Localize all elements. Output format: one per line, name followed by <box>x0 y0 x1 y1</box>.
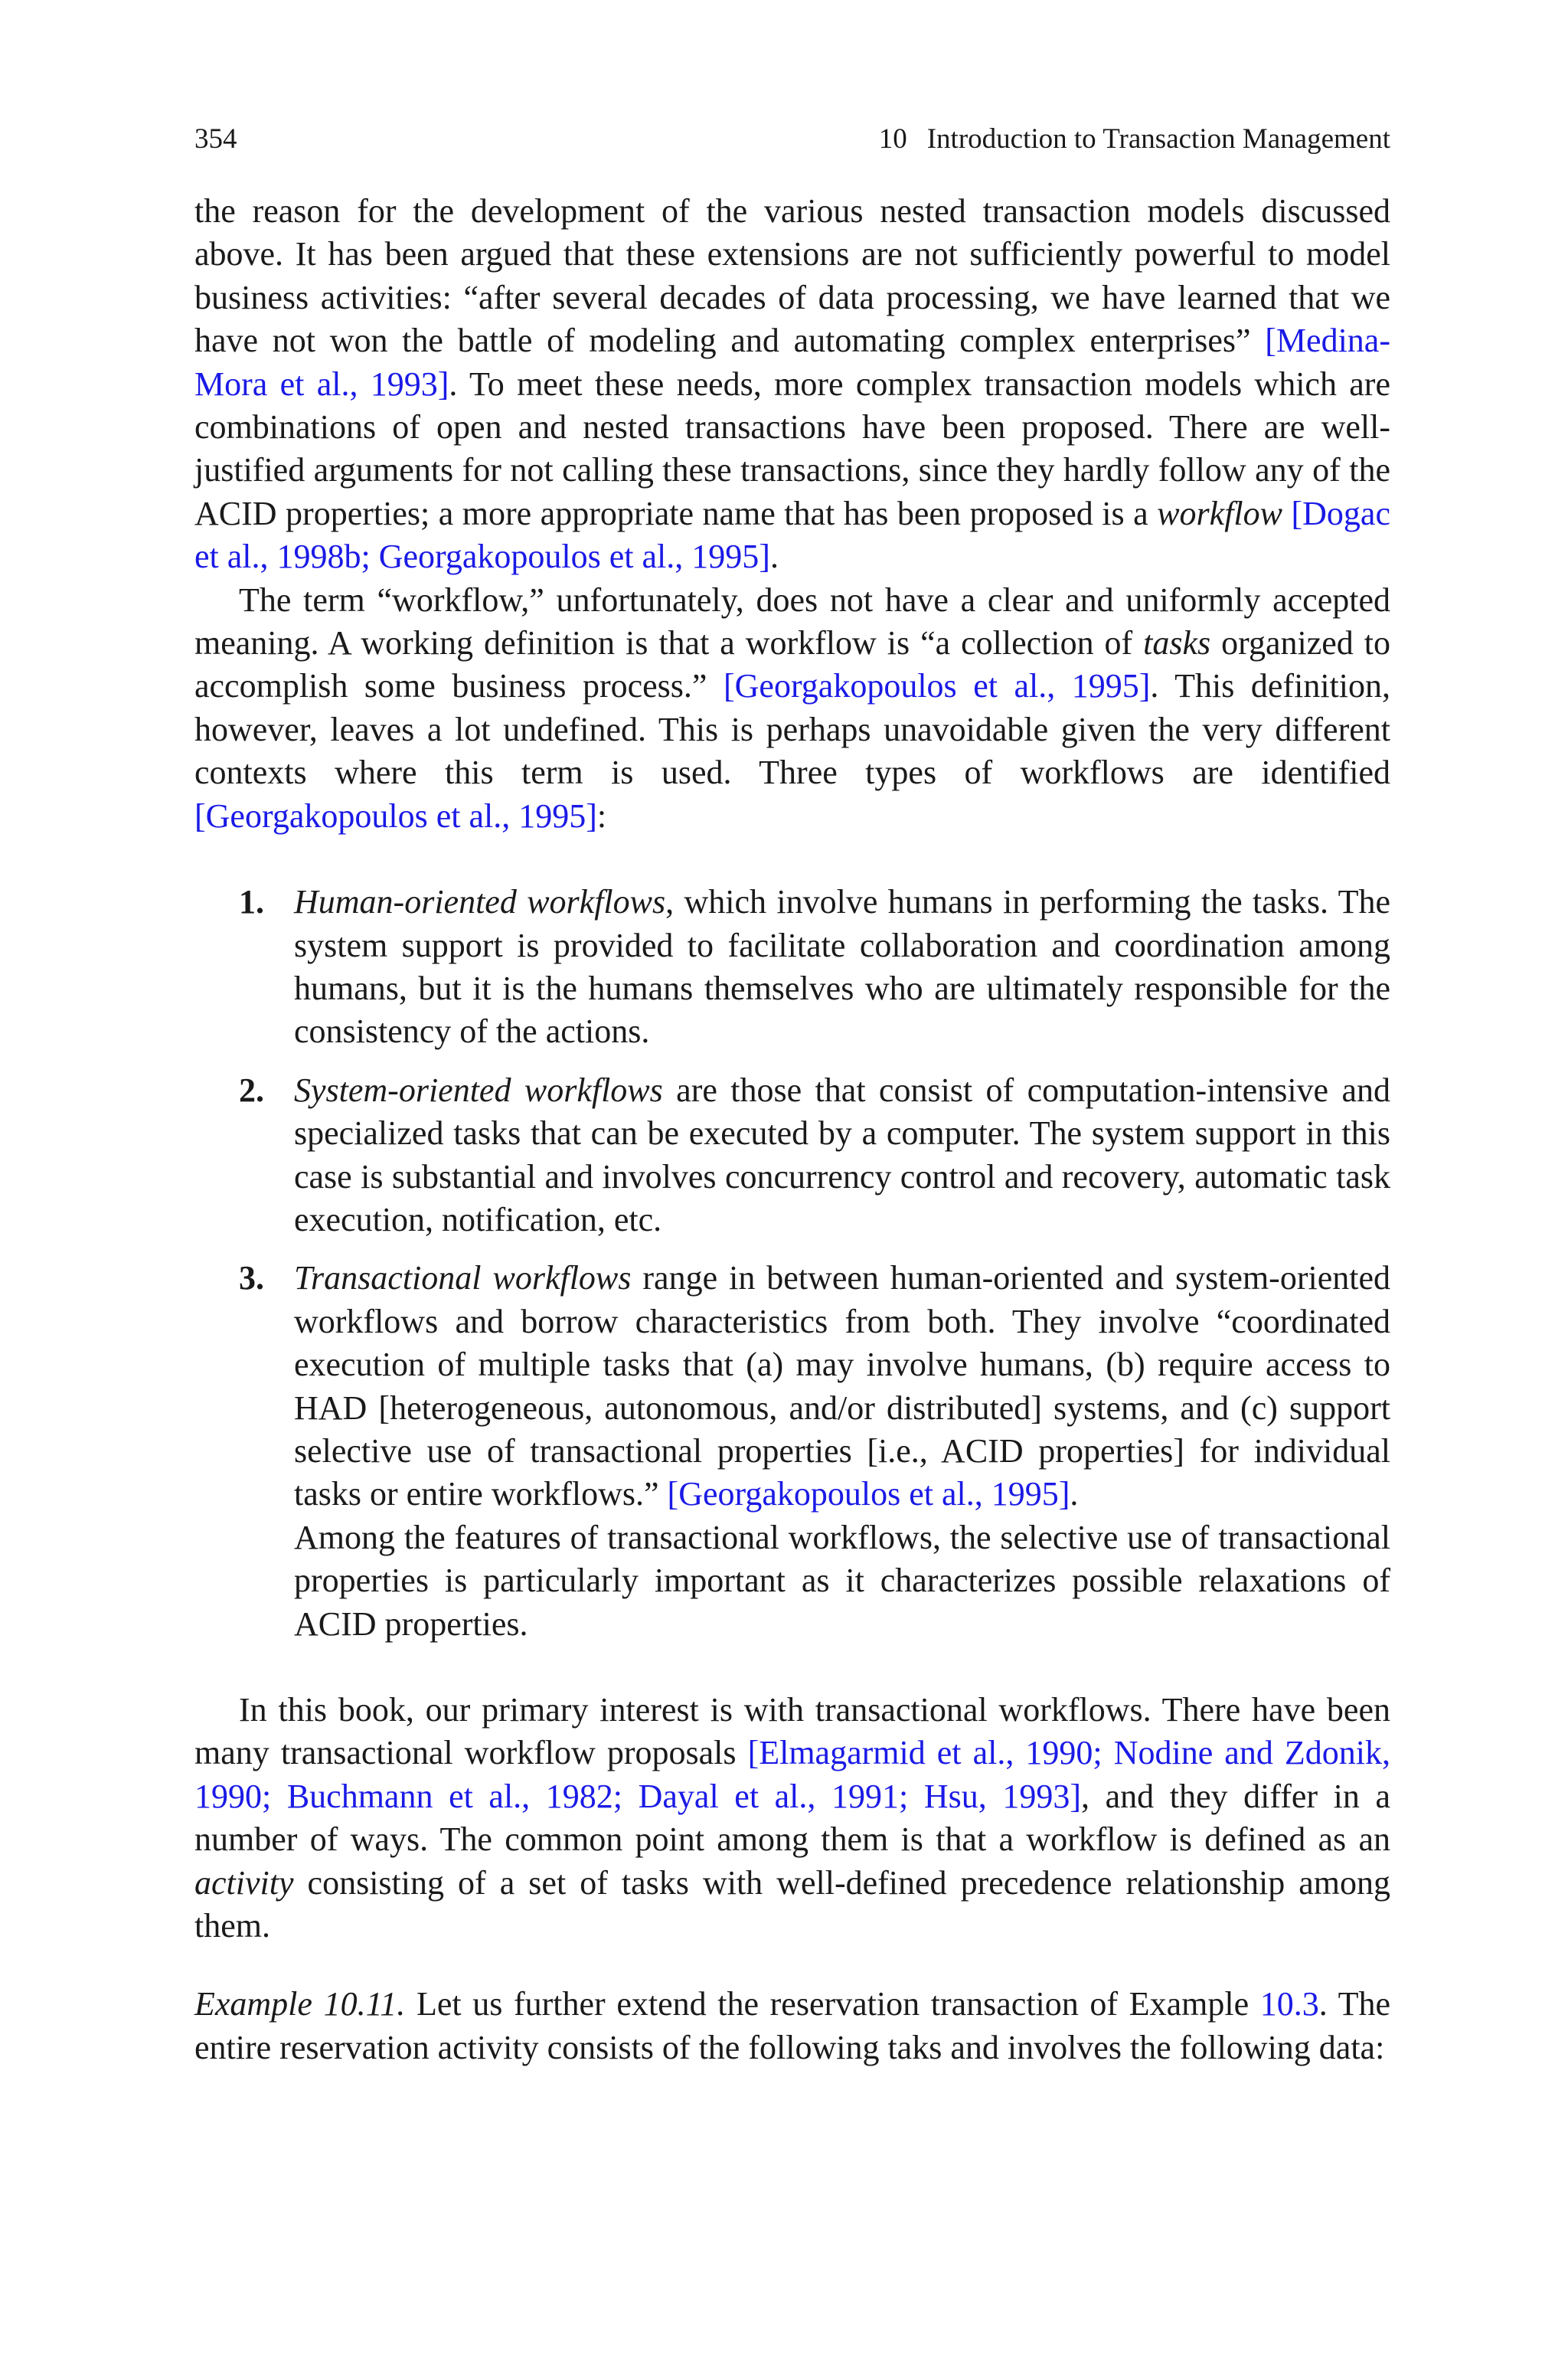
citation-link[interactable]: [Georgakopoulos et al., 1995] <box>194 796 597 835</box>
text: : <box>596 796 607 835</box>
chapter-heading <box>879 123 1390 156</box>
paragraph-2 <box>194 579 1390 838</box>
text: the reason for the development of the various nested transaction models discussed above. It has been argued that these extensions are not sufficiently powerful to model business activities: “after several decades of data processing, we have learned that we have not won the battle of modeling and automating complex enterprises” <box>194 192 1390 360</box>
page-number: 354 <box>194 123 237 155</box>
list-number: 2. <box>239 1071 264 1109</box>
running-head <box>194 123 1390 156</box>
text: Let us further extend the reservation transaction of Example <box>405 1985 1260 2023</box>
text: . The entire reservation activity consists of the following taks and involves the following data: <box>194 1985 1390 2066</box>
list-item-continuation: Among the features of transactional workflows, the selective use of transactional properties is particularly important as it characterizes possible relaxations of ACID properties. <box>294 1518 1390 1643</box>
text: , which involve humans in performing the tasks. The system support is provided to facilitate collaboration and coordination among humans, but it is the humans themselves who are ultimately responsible for the consistency of the actions. <box>294 883 1390 1051</box>
text: organized to accomplish some business process.” <box>194 624 1390 705</box>
example-reference-link[interactable]: 10.3 <box>1259 1985 1319 2023</box>
paragraph-1 <box>194 190 1390 579</box>
chapter-title: Introduction to Transaction Management <box>926 123 1390 155</box>
list-item <box>239 1257 1390 1646</box>
text: . To meet these needs, more complex transaction models which are combinations of open and nested transactions have been proposed. There are well-justified arguments for not calling these transactions, since they hardly follow any of the ACID properties; a more appropriate name that has been proposed is a <box>194 365 1390 532</box>
citation-link[interactable]: [Dogac et al., 1998b; Georgakopoulos et al., 1995] <box>194 494 1390 576</box>
text: In this book, our primary interest is with transactional workflows. There have been many transactional workflow proposals <box>194 1691 1390 1772</box>
emphasis: workflow <box>1157 494 1282 532</box>
text: . <box>769 538 779 576</box>
list-number: 1. <box>239 883 264 921</box>
paragraph-3 <box>194 1689 1390 1948</box>
emphasis: System-oriented workflows <box>294 1071 663 1109</box>
text: are those that consist of computation-intensive and specialized tasks that can be executed by a computer. The system support in this case is substantial and involves concurrency control and recovery, automatic task execution, notification, etc. <box>294 1071 1390 1238</box>
page <box>194 123 1390 2069</box>
list-item <box>239 1069 1390 1242</box>
citation-link[interactable]: [Medina-Mora et al., 1993] <box>194 322 1390 403</box>
emphasis: tasks <box>1143 624 1211 662</box>
text: The term “workflow,” unfortunately, does not have a clear and uniformly accepted meaning. A working definition is that a workflow is “a collection of <box>194 581 1390 662</box>
chapter-number: 10 <box>878 123 907 155</box>
example-label: Example 10.11. <box>194 1985 406 2023</box>
text: consisting of a set of tasks with well-defined precedence relationship among them. <box>194 1863 1390 1945</box>
workflow-types-list <box>194 881 1390 1646</box>
citation-link[interactable]: [Georgakopoulos et al., 1995] <box>667 1475 1070 1513</box>
example-paragraph <box>194 1983 1390 2069</box>
citation-link[interactable]: [Elmagarmid et al., 1990; Nodine and Zdonik, 1990; Buchmann et al., 1982; Dayal et al., 1991; Hsu, 1993] <box>194 1734 1391 1815</box>
list-item <box>239 881 1390 1054</box>
list-number: 3. <box>239 1259 264 1297</box>
emphasis: activity <box>194 1863 294 1902</box>
emphasis: Transactional workflows <box>294 1259 632 1297</box>
text: range in between human-oriented and system-oriented workflows and borrow characteristics from both. They involve “coordinated execution of multiple tasks that (a) may involve humans, (b) require access to HAD [heterogeneous, autonomous, and/or distributed] systems, and (c) support selective use of transactional properties [i.e., ACID properties] for individual tasks or entire workflows.” <box>294 1259 1390 1513</box>
text: . <box>1070 1475 1079 1513</box>
text: . This definition, however, leaves a lot undefined. This is perhaps unavoidable given the very different contexts where this term is used. Three types of workflows are identified <box>194 667 1390 792</box>
body-text <box>194 190 1390 2069</box>
citation-link[interactable]: [Georgakopoulos et al., 1995] <box>723 667 1151 705</box>
emphasis: Human-oriented workflows <box>294 883 666 921</box>
text: , and they differ in a number of ways. The common point among them is that a workflow is defined as an <box>194 1777 1391 1859</box>
